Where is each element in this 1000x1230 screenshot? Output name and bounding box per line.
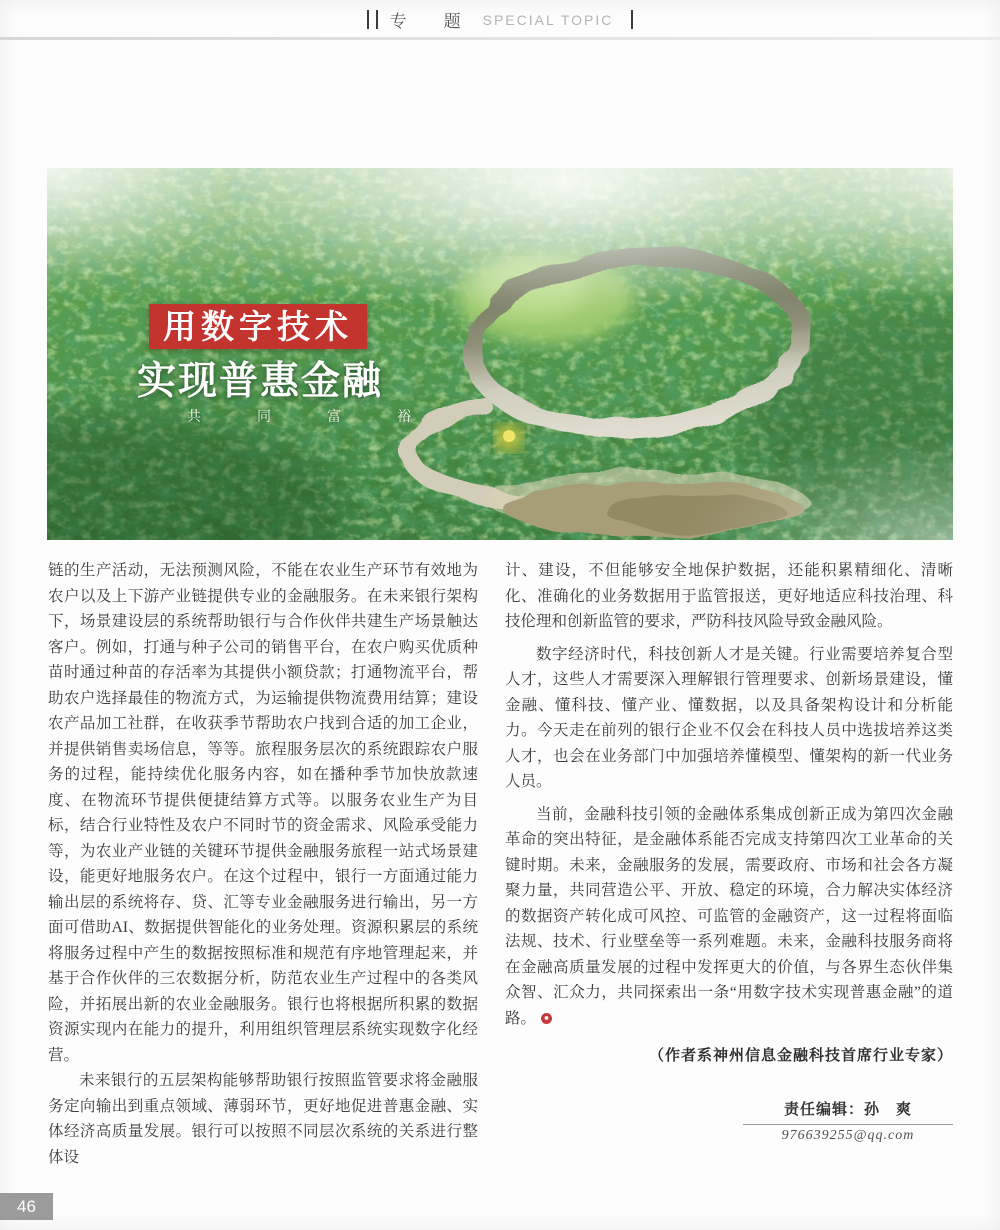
page-header [0, 7, 1000, 32]
header-topic-en: SPECIAL TOPIC [482, 11, 614, 28]
header-double-bar-icon [367, 10, 378, 29]
paragraph-right-2: 数字经济时代，科技创新人才是关键。行业需要培养复合型人才，这些人才需要深入理解银行管理要求、创新场景建设，懂金融、懂科技、懂产业、懂数据，以及具备架构设计和分析能力。今天走在前列的银行企业不仅会在科技人员中选拔培养这类人才，也会在业务部门中加强培养懂模型、懂架构的新一代业务人员。 [505, 645, 953, 790]
editor-block [743, 1098, 953, 1144]
paragraph-right-1: 计、建设，不但能够安全地保护数据，还能积累精细化、清晰化、准确化的业务数据用于监管报送，更好地适应科技治理、科技伦理和创新监管的要求，严防科技风险导致金融风险。 [505, 562, 953, 630]
header-divider [0, 37, 1000, 40]
header-topic-cn: 专 题 [389, 12, 471, 31]
article-left-column [48, 558, 478, 1170]
author-note: （作者系神州信息金融科技首席行业专家） [648, 1047, 953, 1064]
article-right-column [505, 558, 953, 1065]
paragraph-left-1: 链的生产活动，无法预测风险，不能在农业生产环节有效地为农户以及上下游产业链提供专业的金融服务。在未来银行架构下，场景建设层的系统帮助银行与合作伙伴共建生产场景触达客户。例如，打通与种子公司的销售平台，在农户购买优质种苗时通过种苗的存活率为其提供小额贷款；打通物流平台，帮助农户选择最佳的物流方式，为运输提供物流费用结算；建设农产品加工社群，在收获季节帮助农户找到合适的加工企业，并提供销售卖场信息，等等。旅程服务层次的系统跟踪农户服务的过程，能持续优化服务内容，如在播种季节加快放款速度、在物流环节提供便捷结算方式等。以服务农业生产为目标，结合行业特性及农户不同时节的资金需求、风险承受能力等，为农业产业链的关键环节提供金融服务旅程一站式场景建设，能更好地服务农户。在这个过程中，银行一方面通过能力输出层的系统将存、贷、汇等专业金融服务进行输出，另一方面可借助AI、数据提供智能化的业务处理。资源积累层的系统将服务过程中产生的数据按照标准和规范有序地管理起来，并基于合作伙伴的三农数据分析，防范农业生产过程中的各类风险，并拓展出新的农业金融服务。银行也将根据所积累的数据资源实现内在能力的提升，利用组织管理层系统实现数字化经营。 [48, 562, 478, 1064]
end-of-article-icon [541, 1013, 552, 1024]
hero-subtitle: 共 同 富 裕 [187, 408, 432, 424]
paragraph-left-2: 未来银行的五层架构能够帮助银行按照监管要求将金融服务定向输出到重点领域、薄弱环节，更好地促进普惠金融、实体经济高质量发展。银行可以按照不同层次系统的关系进行整体设 [48, 1072, 478, 1166]
hero-photo [47, 168, 953, 540]
page-number-badge: 46 [0, 1193, 53, 1220]
editor-email: 976639255@qq.com [781, 1128, 915, 1143]
hero-banner-title: 用数字技术 [149, 304, 367, 349]
header-single-bar-icon [631, 10, 633, 29]
hero-main-title: 实现普惠金融 [137, 360, 384, 403]
hero-text-overlay [47, 168, 953, 540]
paragraph-right-3 [505, 802, 953, 1032]
paragraph-right-3-text: 当前，金融科技引领的金融体系集成创新正成为第四次金融革命的突出特征，是金融体系能否完成支持第四次工业革命的关键时期。未来，金融服务的发展，需要政府、市场和社会各方凝聚力量，共同营造公平、开放、稳定的环境，合力解决实体经济的数据资产转化成可风控、可监管的金融资产，这一过程将面临法规、技术、行业壁垒等一系列难题。未来，金融科技服务商将在金融高质量发展的过程中发挥更大的价值，与各界生态伙伴集众智、汇众力，共同探索出一条“用数字技术实现普惠金融”的道路。 [505, 805, 953, 1027]
editor-name: 责任编辑：孙 爽 [743, 1098, 953, 1125]
